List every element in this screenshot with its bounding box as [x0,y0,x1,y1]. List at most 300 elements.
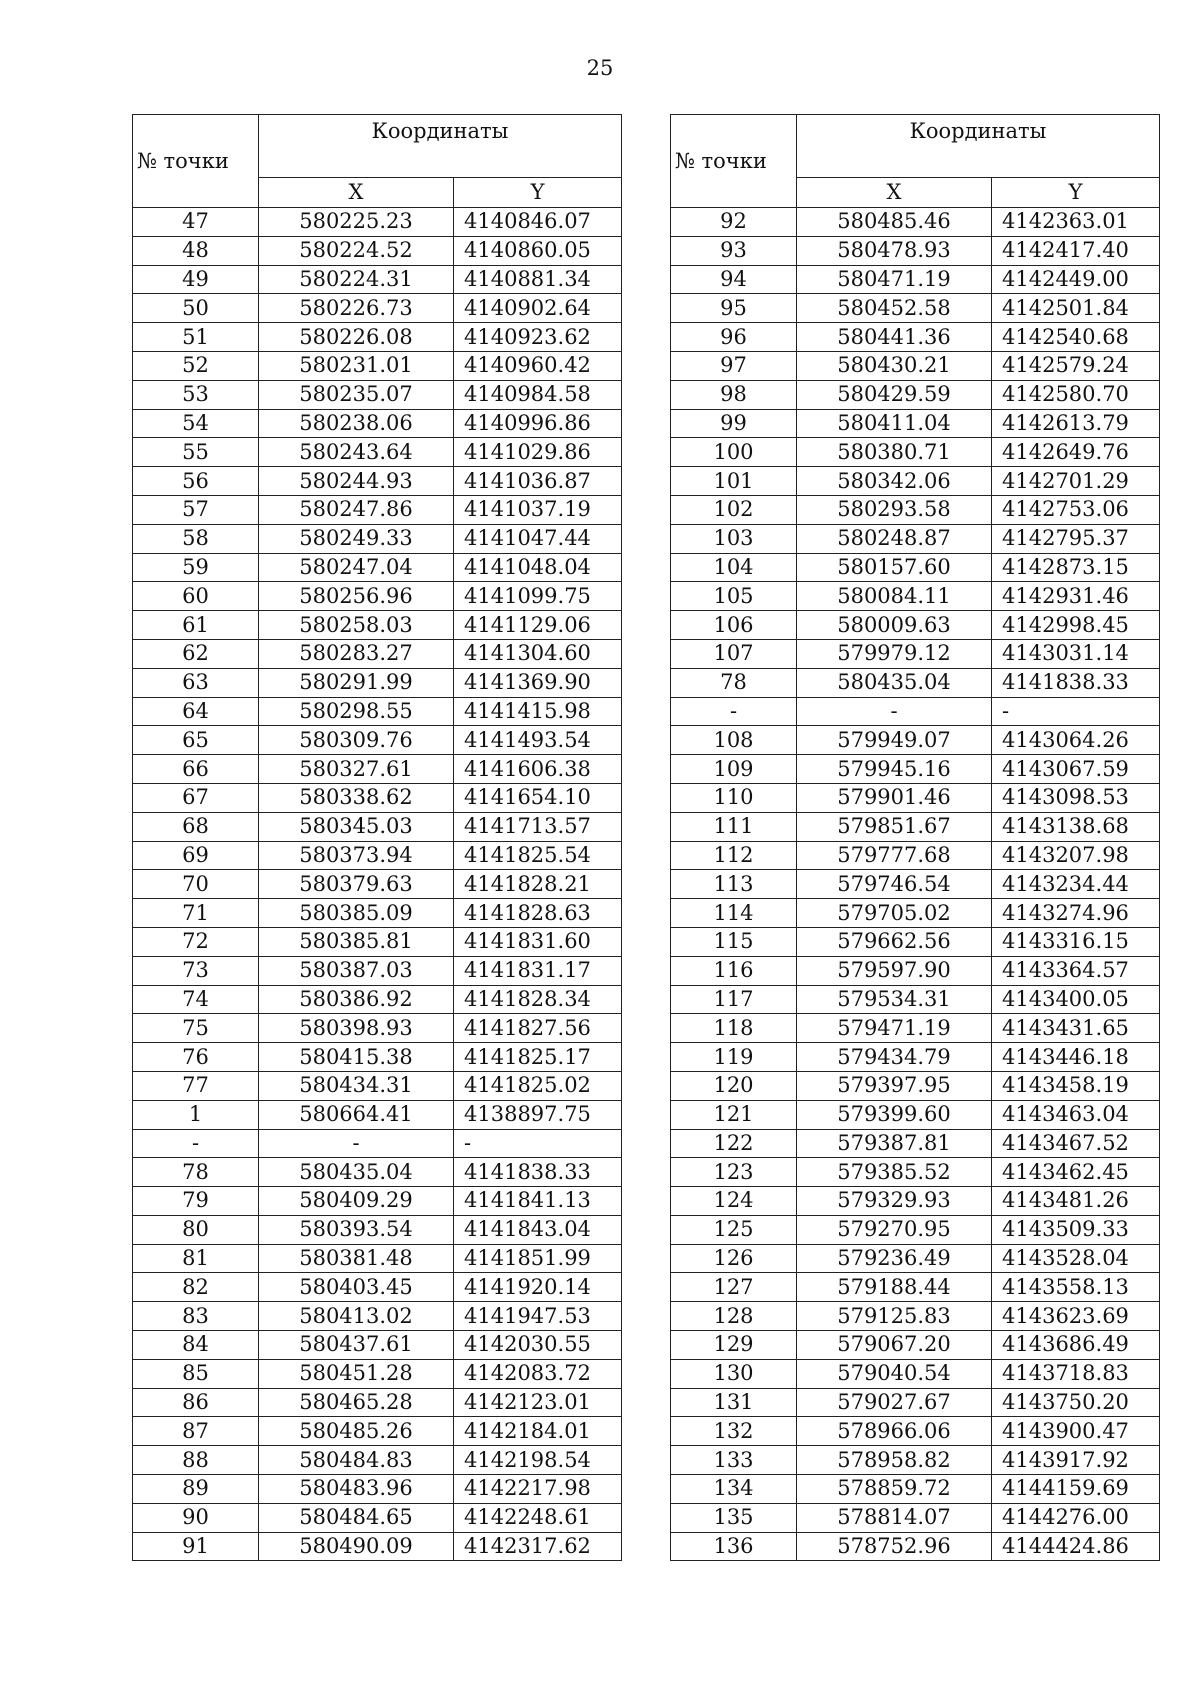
table-row [671,553,1160,582]
table-row [671,1475,1160,1504]
table-row [133,524,622,553]
y-coordinate-cell: 4143917.92 [992,1446,1160,1475]
table-row [671,1158,1160,1187]
x-coordinate-cell: 579385.52 [797,1158,992,1187]
point-number-cell: 62 [133,639,259,668]
point-number-cell: 89 [133,1475,259,1504]
table-row [671,1273,1160,1302]
x-coordinate-cell: 580483.96 [259,1475,454,1504]
point-number-cell: 60 [133,582,259,611]
table-row [133,899,622,928]
x-coordinate-cell: 579434.79 [797,1043,992,1072]
x-coordinate-cell: 580380.71 [797,438,992,467]
y-coordinate-cell: 4141828.63 [454,899,622,928]
x-coordinate-cell: 580157.60 [797,553,992,582]
x-coordinate-cell: 579329.93 [797,1187,992,1216]
table-row [671,639,1160,668]
x-coordinate-cell: 580247.86 [259,495,454,524]
x-coordinate-cell: 580238.06 [259,409,454,438]
x-coordinate-cell: - [797,697,992,726]
table-row [671,985,1160,1014]
x-coordinate-cell: 580256.96 [259,582,454,611]
y-coordinate-cell: 4141415.98 [454,697,622,726]
y-coordinate-cell: 4143274.96 [992,899,1160,928]
x-coordinate-cell: 580441.36 [797,323,992,352]
point-number-cell: 80 [133,1215,259,1244]
y-coordinate-cell: 4141947.53 [454,1302,622,1331]
point-number-cell: 103 [671,524,797,553]
point-number-cell: 129 [671,1331,797,1360]
x-coordinate-cell: 580243.64 [259,438,454,467]
table-row [133,582,622,611]
point-number-cell: 97 [671,351,797,380]
table-row [671,697,1160,726]
table-row [133,1014,622,1043]
y-coordinate-cell: 4142363.01 [992,208,1160,237]
point-number-cell: 106 [671,611,797,640]
header-y: Y [992,178,1160,208]
table-row [133,1475,622,1504]
table-row [133,409,622,438]
table-row [671,1014,1160,1043]
point-number-cell: 78 [671,668,797,697]
y-coordinate-cell: 4141036.87 [454,467,622,496]
table-row [133,1100,622,1129]
y-coordinate-cell: 4144424.86 [992,1532,1160,1561]
y-coordinate-cell: 4142795.37 [992,524,1160,553]
point-number-cell: 69 [133,841,259,870]
table-row [133,495,622,524]
point-number-cell: 70 [133,870,259,899]
x-coordinate-cell: 578752.96 [797,1532,992,1561]
y-coordinate-cell: 4141838.33 [992,668,1160,697]
x-coordinate-cell: 580411.04 [797,409,992,438]
table-row [671,1043,1160,1072]
x-coordinate-cell: 579027.67 [797,1388,992,1417]
point-number-cell: 131 [671,1388,797,1417]
point-number-cell: 124 [671,1187,797,1216]
point-number-cell: 104 [671,553,797,582]
x-coordinate-cell: 580342.06 [797,467,992,496]
point-number-cell: 136 [671,1532,797,1561]
point-number-cell: 98 [671,380,797,409]
point-number-cell: 119 [671,1043,797,1072]
table-row [671,841,1160,870]
y-coordinate-cell: 4140996.86 [454,409,622,438]
x-coordinate-cell: 580291.99 [259,668,454,697]
table-row [133,438,622,467]
x-coordinate-cell: 580490.09 [259,1532,454,1561]
table-row [133,1417,622,1446]
point-number-cell: 100 [671,438,797,467]
point-number-cell: 132 [671,1417,797,1446]
point-number-cell: 83 [133,1302,259,1331]
point-number-cell: 135 [671,1503,797,1532]
point-number-cell: 102 [671,495,797,524]
y-coordinate-cell: 4143481.26 [992,1187,1160,1216]
table-row [133,1158,622,1187]
y-coordinate-cell: 4143446.18 [992,1043,1160,1072]
point-number-cell: 53 [133,380,259,409]
point-number-cell: 55 [133,438,259,467]
y-coordinate-cell: 4143431.65 [992,1014,1160,1043]
table-row [133,956,622,985]
y-coordinate-cell: 4143031.14 [992,639,1160,668]
x-coordinate-cell: 580084.11 [797,582,992,611]
y-coordinate-cell: - [992,697,1160,726]
y-coordinate-cell: 4141851.99 [454,1244,622,1273]
x-coordinate-cell: 580451.28 [259,1359,454,1388]
point-number-cell: 71 [133,899,259,928]
table-row [671,812,1160,841]
x-coordinate-cell: 580434.31 [259,1071,454,1100]
point-number-cell: - [133,1129,259,1158]
point-number-cell: 94 [671,265,797,294]
point-number-cell: 86 [133,1388,259,1417]
x-coordinate-cell: 580478.93 [797,236,992,265]
y-coordinate-cell: 4143316.15 [992,927,1160,956]
table-row [133,323,622,352]
point-number-cell: 52 [133,351,259,380]
point-number-cell: 96 [671,323,797,352]
header-coordinates: Координаты [259,115,622,178]
table-row [671,1532,1160,1561]
y-coordinate-cell: 4141825.02 [454,1071,622,1100]
y-coordinate-cell: 4141304.60 [454,639,622,668]
point-number-cell: 134 [671,1475,797,1504]
x-coordinate-cell: 580231.01 [259,351,454,380]
point-number-cell: 63 [133,668,259,697]
y-coordinate-cell: 4141129.06 [454,611,622,640]
y-coordinate-cell: 4140984.58 [454,380,622,409]
x-coordinate-cell: 580484.65 [259,1503,454,1532]
point-number-cell: 117 [671,985,797,1014]
y-coordinate-cell: 4142701.29 [992,467,1160,496]
x-coordinate-cell: 580398.93 [259,1014,454,1043]
table-row [133,1446,622,1475]
x-coordinate-cell: 580327.61 [259,755,454,784]
table-row [133,639,622,668]
table-row [671,1331,1160,1360]
y-coordinate-cell: 4143558.13 [992,1273,1160,1302]
point-number-cell: 72 [133,927,259,956]
x-coordinate-cell: 580385.09 [259,899,454,928]
y-coordinate-cell: 4143067.59 [992,755,1160,784]
y-coordinate-cell: 4143528.04 [992,1244,1160,1273]
point-number-cell: 65 [133,726,259,755]
y-coordinate-cell: 4142030.55 [454,1331,622,1360]
table-row [671,1187,1160,1216]
header-x: X [259,178,454,208]
y-coordinate-cell: 4141838.33 [454,1158,622,1187]
x-coordinate-cell: 580338.62 [259,783,454,812]
point-number-cell: 87 [133,1417,259,1446]
y-coordinate-cell: 4141831.17 [454,956,622,985]
y-coordinate-cell: 4144276.00 [992,1503,1160,1532]
x-coordinate-cell: 580381.48 [259,1244,454,1273]
x-coordinate-cell: 579705.02 [797,899,992,928]
y-coordinate-cell: 4142580.70 [992,380,1160,409]
y-coordinate-cell: 4140960.42 [454,351,622,380]
x-coordinate-cell: 579067.20 [797,1331,992,1360]
y-coordinate-cell: 4144159.69 [992,1475,1160,1504]
table-row [671,1244,1160,1273]
table-row [133,1331,622,1360]
y-coordinate-cell: 4141828.34 [454,985,622,1014]
table-row [671,294,1160,323]
x-coordinate-cell: 579979.12 [797,639,992,668]
x-coordinate-cell: 579777.68 [797,841,992,870]
x-coordinate-cell: 579399.60 [797,1100,992,1129]
table-row [133,985,622,1014]
y-coordinate-cell: 4143098.53 [992,783,1160,812]
point-number-cell: 48 [133,236,259,265]
point-number-cell: 1 [133,1100,259,1129]
point-number-cell: 64 [133,697,259,726]
page-number: 25 [586,56,614,80]
x-coordinate-cell: 580309.76 [259,726,454,755]
table-row [671,668,1160,697]
header-point-number: № точки [133,115,259,208]
x-coordinate-cell: 580484.83 [259,1446,454,1475]
point-number-cell: 78 [133,1158,259,1187]
point-number-cell: 59 [133,553,259,582]
y-coordinate-cell: - [454,1129,622,1158]
y-coordinate-cell: 4141048.04 [454,553,622,582]
table-row [671,1388,1160,1417]
point-number-cell: 61 [133,611,259,640]
table-row [671,265,1160,294]
point-number-cell: 101 [671,467,797,496]
table-row [133,294,622,323]
y-coordinate-cell: 4142198.54 [454,1446,622,1475]
table-row [671,351,1160,380]
y-coordinate-cell: 4142873.15 [992,553,1160,582]
point-number-cell: 128 [671,1302,797,1331]
x-coordinate-cell: 580435.04 [259,1158,454,1187]
y-coordinate-cell: 4143400.05 [992,985,1160,1014]
x-coordinate-cell: 580226.73 [259,294,454,323]
point-number-cell: 121 [671,1100,797,1129]
point-number-cell: 74 [133,985,259,1014]
x-coordinate-cell: 579945.16 [797,755,992,784]
y-coordinate-cell: 4141493.54 [454,726,622,755]
y-coordinate-cell: 4141369.90 [454,668,622,697]
y-coordinate-cell: 4142613.79 [992,409,1160,438]
x-coordinate-cell: 580387.03 [259,956,454,985]
x-coordinate-cell: 580429.59 [797,380,992,409]
point-number-cell: 125 [671,1215,797,1244]
header-coordinates: Координаты [797,115,1160,178]
table-row [671,1503,1160,1532]
x-coordinate-cell: 579236.49 [797,1244,992,1273]
y-coordinate-cell: 4141037.19 [454,495,622,524]
x-coordinate-cell: 579397.95 [797,1071,992,1100]
table-row [671,1359,1160,1388]
table-row [133,927,622,956]
x-coordinate-cell: 579901.46 [797,783,992,812]
y-coordinate-cell: 4142449.00 [992,265,1160,294]
y-coordinate-cell: 4142123.01 [454,1388,622,1417]
table-row [133,611,622,640]
y-coordinate-cell: 4142417.40 [992,236,1160,265]
y-coordinate-cell: 4143234.44 [992,870,1160,899]
table-row [133,755,622,784]
x-coordinate-cell: 578966.06 [797,1417,992,1446]
header-x: X [797,178,992,208]
y-coordinate-cell: 4142248.61 [454,1503,622,1532]
point-number-cell: 114 [671,899,797,928]
x-coordinate-cell: 580235.07 [259,380,454,409]
y-coordinate-cell: 4143623.69 [992,1302,1160,1331]
table-row [133,1388,622,1417]
y-coordinate-cell: 4142998.45 [992,611,1160,640]
x-coordinate-cell: 579040.54 [797,1359,992,1388]
y-coordinate-cell: 4141029.86 [454,438,622,467]
y-coordinate-cell: 4141828.21 [454,870,622,899]
y-coordinate-cell: 4140923.62 [454,323,622,352]
point-number-cell: 84 [133,1331,259,1360]
x-coordinate-cell: 580430.21 [797,351,992,380]
y-coordinate-cell: 4142579.24 [992,351,1160,380]
point-number-cell: 118 [671,1014,797,1043]
y-coordinate-cell: 4143463.04 [992,1100,1160,1129]
point-number-cell: 111 [671,812,797,841]
x-coordinate-cell: 580485.46 [797,208,992,237]
y-coordinate-cell: 4142540.68 [992,323,1160,352]
point-number-cell: 90 [133,1503,259,1532]
x-coordinate-cell: 580248.87 [797,524,992,553]
point-number-cell: 93 [671,236,797,265]
point-number-cell: 85 [133,1359,259,1388]
table-row [133,870,622,899]
y-coordinate-cell: 4143064.26 [992,726,1160,755]
point-number-cell: 77 [133,1071,259,1100]
point-number-cell: 51 [133,323,259,352]
point-number-cell: 81 [133,1244,259,1273]
x-coordinate-cell: 580403.45 [259,1273,454,1302]
x-coordinate-cell: 580373.94 [259,841,454,870]
point-number-cell: 79 [133,1187,259,1216]
table-row [671,495,1160,524]
point-number-cell: 116 [671,956,797,985]
x-coordinate-cell: 580226.08 [259,323,454,352]
y-coordinate-cell: 4143718.83 [992,1359,1160,1388]
table-row [133,812,622,841]
table-row [671,467,1160,496]
x-coordinate-cell: 580379.63 [259,870,454,899]
y-coordinate-cell: 4140860.05 [454,236,622,265]
x-coordinate-cell: 580452.58 [797,294,992,323]
x-coordinate-cell: 580435.04 [797,668,992,697]
table-row [133,553,622,582]
x-coordinate-cell: 579662.56 [797,927,992,956]
x-coordinate-cell: 580249.33 [259,524,454,553]
table-row [671,380,1160,409]
x-coordinate-cell: 580345.03 [259,812,454,841]
table-row [671,208,1160,237]
table-row [133,668,622,697]
point-number-cell: 110 [671,783,797,812]
y-coordinate-cell: 4140846.07 [454,208,622,237]
point-number-cell: 107 [671,639,797,668]
point-number-cell: 133 [671,1446,797,1475]
x-coordinate-cell: 580224.31 [259,265,454,294]
y-coordinate-cell: 4142649.76 [992,438,1160,467]
table-row [671,409,1160,438]
table-row [671,524,1160,553]
x-coordinate-cell: 579949.07 [797,726,992,755]
point-number-cell: 88 [133,1446,259,1475]
point-number-cell: 105 [671,582,797,611]
table-row [133,1071,622,1100]
x-coordinate-cell: 579125.83 [797,1302,992,1331]
table-row [671,899,1160,928]
x-coordinate-cell: 578958.82 [797,1446,992,1475]
table-row [133,1043,622,1072]
y-coordinate-cell: 4141654.10 [454,783,622,812]
point-number-cell: 126 [671,1244,797,1273]
table-row [671,323,1160,352]
y-coordinate-cell: 4141827.56 [454,1014,622,1043]
point-number-cell: 92 [671,208,797,237]
x-coordinate-cell: 580415.38 [259,1043,454,1072]
x-coordinate-cell: 580413.02 [259,1302,454,1331]
table-row [133,1273,622,1302]
point-number-cell: 130 [671,1359,797,1388]
x-coordinate-cell: 580485.26 [259,1417,454,1446]
y-coordinate-cell: 4142083.72 [454,1359,622,1388]
coordinates-table-left [132,114,622,1561]
table-row [671,1100,1160,1129]
y-coordinate-cell: 4141606.38 [454,755,622,784]
point-number-cell: 76 [133,1043,259,1072]
x-coordinate-cell: 580471.19 [797,265,992,294]
point-number-cell: 123 [671,1158,797,1187]
y-coordinate-cell: 4143900.47 [992,1417,1160,1446]
table-row [133,1503,622,1532]
table-row [671,1417,1160,1446]
header-y: Y [454,178,622,208]
x-coordinate-cell: 579270.95 [797,1215,992,1244]
y-coordinate-cell: 4143462.45 [992,1158,1160,1187]
y-coordinate-cell: 4141841.13 [454,1187,622,1216]
y-coordinate-cell: 4142217.98 [454,1475,622,1504]
y-coordinate-cell: 4143509.33 [992,1215,1160,1244]
x-coordinate-cell: 580293.58 [797,495,992,524]
y-coordinate-cell: 4143207.98 [992,841,1160,870]
y-coordinate-cell: 4143686.49 [992,1331,1160,1360]
x-coordinate-cell: 580393.54 [259,1215,454,1244]
point-number-cell: 82 [133,1273,259,1302]
table-row [671,870,1160,899]
point-number-cell: 47 [133,208,259,237]
y-coordinate-cell: 4138897.75 [454,1100,622,1129]
y-coordinate-cell: 4143467.52 [992,1129,1160,1158]
table-row [671,1129,1160,1158]
y-coordinate-cell: 4142317.62 [454,1532,622,1561]
x-coordinate-cell: 580258.03 [259,611,454,640]
table-row [671,783,1160,812]
table-row [133,1532,622,1561]
x-coordinate-cell: 580247.04 [259,553,454,582]
table-row [133,1215,622,1244]
table-row [133,726,622,755]
y-coordinate-cell: 4142501.84 [992,294,1160,323]
table-row [671,611,1160,640]
table-row [133,783,622,812]
point-number-cell: 122 [671,1129,797,1158]
